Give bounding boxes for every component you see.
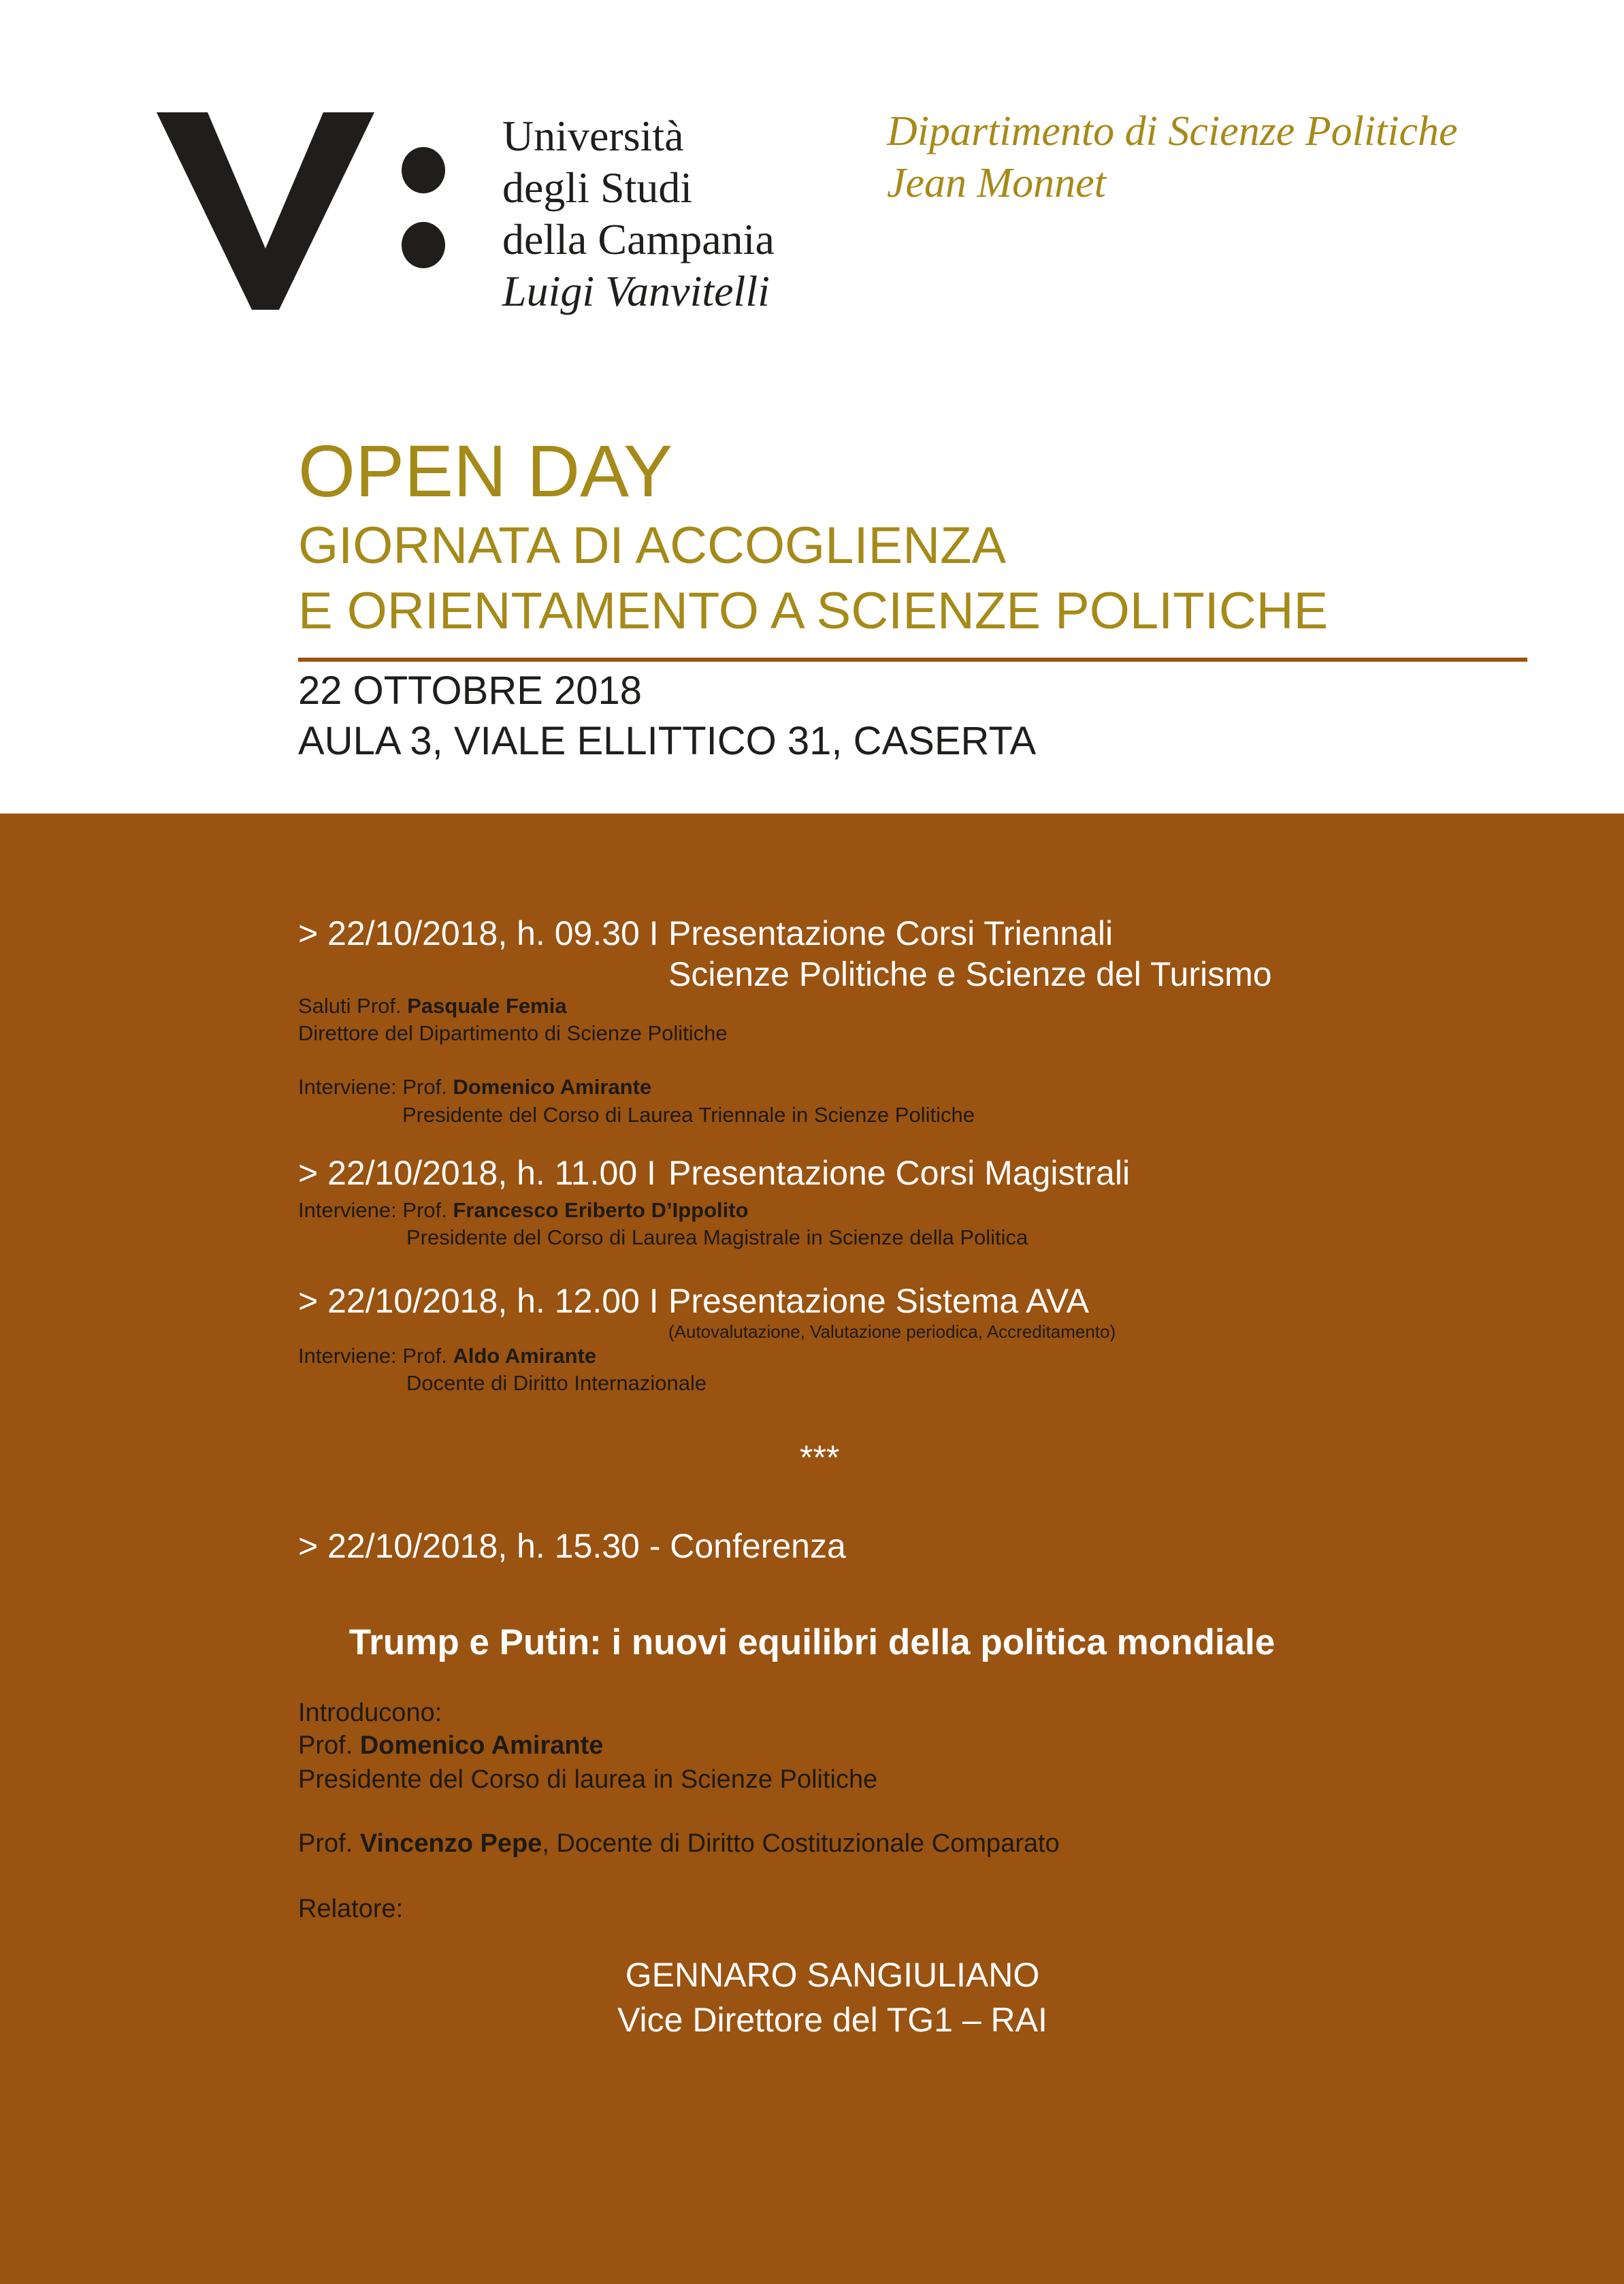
university-name-line: della Campania bbox=[502, 215, 775, 263]
title-subtitle-line: GIORNATA DI ACCOGLIENZA bbox=[298, 517, 1007, 575]
intro-speaker bbox=[298, 1827, 1060, 1860]
speaker-prefix: Interviene: Prof. bbox=[298, 1075, 453, 1099]
speaker-role: Docente di Diritto Internazionale bbox=[406, 1371, 707, 1395]
session-title: Presentazione Sistema AVA bbox=[668, 1282, 1089, 1320]
session-title: Presentazione Corsi Triennali bbox=[668, 914, 1114, 952]
speaker-name: Domenico Amirante bbox=[453, 1075, 652, 1099]
conference-title: Trump e Putin: i nuovi equilibri della politica mondiale bbox=[348, 1622, 1276, 1662]
intro-role: Presidente del Corso di laurea in Scienze Politiche bbox=[298, 1765, 878, 1794]
session-time: > 22/10/2018, h. 11.00 I bbox=[298, 1154, 656, 1192]
logo-colon-dot-bottom bbox=[402, 222, 445, 268]
title-open-day: OPEN DAY bbox=[298, 430, 673, 512]
session-speaker bbox=[298, 1197, 749, 1224]
session-time: > 22/10/2018, h. 09.30 I bbox=[298, 914, 659, 952]
speaker-prefix: Interviene: Prof. bbox=[298, 1344, 453, 1368]
intro-prefix: Prof. bbox=[298, 1731, 360, 1760]
session-speaker bbox=[298, 1342, 596, 1370]
session-time: > 22/10/2018, h. 12.00 I bbox=[298, 1282, 659, 1320]
title-divider bbox=[298, 658, 1527, 662]
department-name-line: Dipartimento di Scienze Politiche bbox=[887, 108, 1458, 155]
session-speaker bbox=[298, 1074, 651, 1101]
university-name-line: degli Studi bbox=[502, 163, 693, 212]
university-name bbox=[502, 110, 775, 317]
speaker-prefix: Interviene: Prof. bbox=[298, 1198, 453, 1222]
section-separator: *** bbox=[800, 1438, 840, 1477]
logo-v-shape bbox=[157, 112, 374, 310]
department-name bbox=[887, 106, 1458, 209]
speaker-role: Presidente del Corso di Laurea Triennale in Scienze Politiche bbox=[402, 1103, 975, 1127]
speaker-name: Francesco Eriberto D’Ippolito bbox=[453, 1198, 749, 1222]
conference-time: > 22/10/2018, h. 15.30 - Conferenza bbox=[298, 1527, 846, 1565]
speaker-role: Presidente del Corso di Laurea Magistrale in Scienze della Politica bbox=[406, 1225, 1028, 1249]
event-info bbox=[298, 666, 1036, 767]
logo-colon-dot-top bbox=[402, 147, 445, 193]
intro-prefix: Prof. bbox=[298, 1829, 360, 1858]
intro-role: , Docente di Diritto Costituzionale Comparato bbox=[542, 1829, 1060, 1858]
greeting-role: Direttore del Dipartimento di Scienze Politiche bbox=[298, 1021, 728, 1045]
university-name-line: Università bbox=[502, 112, 684, 160]
keynote-speaker-role: Vice Direttore del TG1 – RAI bbox=[617, 2001, 1048, 2039]
session-title: Presentazione Corsi Magistrali bbox=[668, 1154, 1131, 1192]
university-name-line: Luigi Vanvitelli bbox=[502, 267, 770, 315]
event-title bbox=[298, 429, 1328, 644]
session-title: Scienze Politiche e Scienze del Turismo bbox=[668, 955, 1272, 993]
session-note: (Autovalutazione, Valutazione periodica, Accreditamento) bbox=[668, 1321, 1116, 1342]
intro-name: Domenico Amirante bbox=[359, 1731, 604, 1760]
speaker-label: Relatore: bbox=[298, 1895, 404, 1923]
university-logo-mark bbox=[157, 109, 449, 313]
greeting-name: Pasquale Femia bbox=[407, 994, 567, 1018]
event-place: AULA 3, VIALE ELLITTICO 31, CASERTA bbox=[298, 719, 1037, 763]
intro-label: Introducono: bbox=[298, 1699, 442, 1727]
session-greeting bbox=[298, 993, 567, 1020]
keynote-speaker-name: GENNARO SANGIULIANO bbox=[625, 1956, 1040, 1994]
intro-name: Vincenzo Pepe bbox=[359, 1829, 542, 1858]
speaker-name: Aldo Amirante bbox=[453, 1344, 597, 1368]
greeting-prefix: Saluti Prof. bbox=[298, 994, 408, 1018]
intro-speaker bbox=[298, 1729, 603, 1762]
event-date: 22 OTTOBRE 2018 bbox=[298, 669, 643, 713]
department-name-line: Jean Monnet bbox=[887, 160, 1106, 206]
title-subtitle-line: E ORIENTAMENTO A SCIENZE POLITICHE bbox=[298, 582, 1329, 640]
